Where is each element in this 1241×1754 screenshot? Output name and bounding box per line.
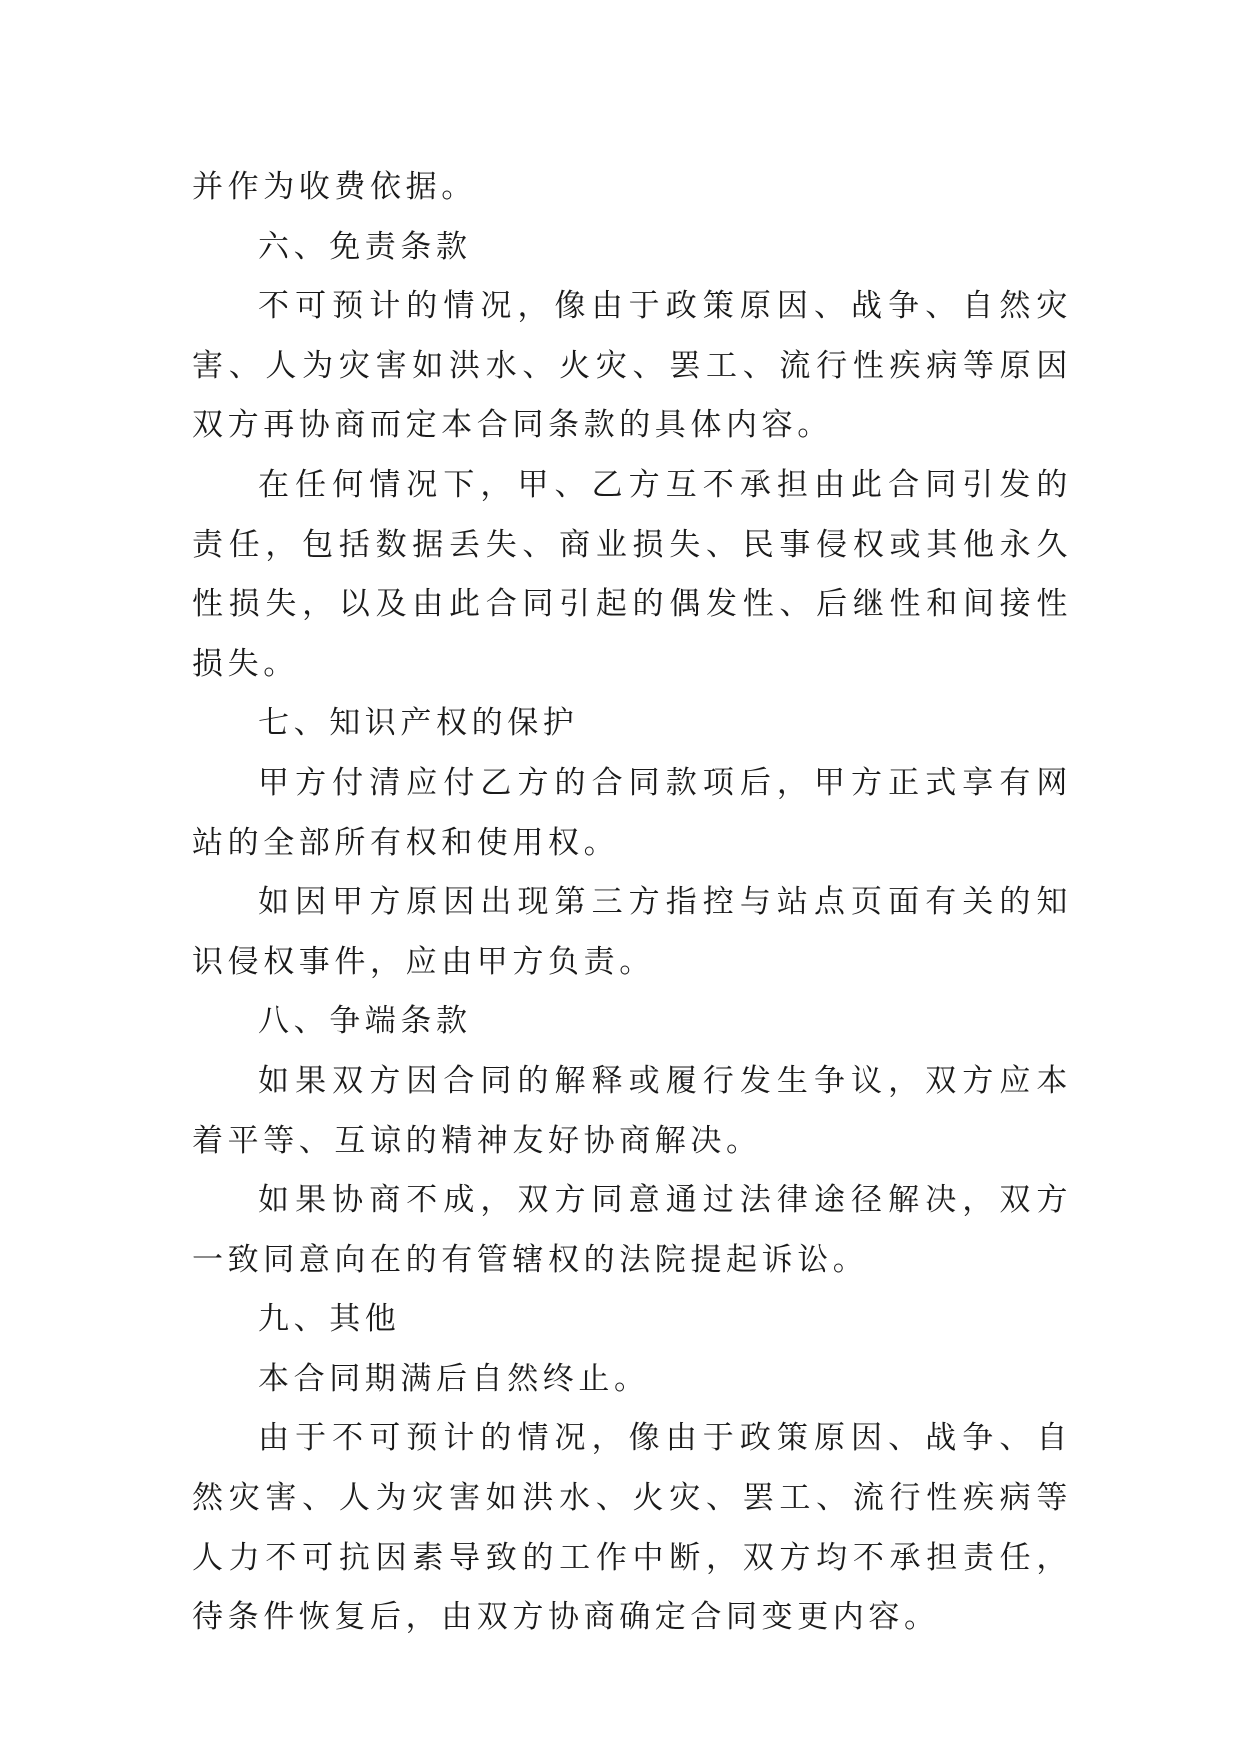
section-heading-ip: 七、知识产权的保护 <box>258 705 579 742</box>
paragraph-other-1: 本合同期满后自然终止。 <box>258 1360 650 1397</box>
paragraph-ip-1: 甲方付清应付乙方的合同款项后，甲方正式享有网站的全部所有权和使用权。 <box>192 764 1072 861</box>
section-heading-other: 九、其他 <box>258 1301 401 1338</box>
paragraph-exemption-1: 不可预计的情况，像由于政策原因、战争、自然灾害、人为灾害如洪水、火灾、罢工、流行性疾病等原因双方再协商而定本合同条款的具体内容。 <box>192 288 1072 444</box>
paragraph-dispute-1: 如果双方因合同的解释或履行发生争议，双方应本着平等、互谅的精神友好协商解决。 <box>192 1062 1072 1159</box>
paragraph-other-2: 由于不可预计的情况，像由于政策原因、战争、自然灾害、人为灾害如洪水、火灾、罢工、流行性疾病等人力不可抗因素导致的工作中断，双方均不承担责任，待条件恢复后，由双方协商确定合同变更内容。 <box>192 1420 1072 1636</box>
section-heading-exemption: 六、免责条款 <box>258 228 472 265</box>
document-body <box>192 158 1072 1648</box>
paragraph-continuation: 并作为收费依据。 <box>192 169 477 205</box>
paragraph-ip-2: 如因甲方原因出现第三方指控与站点页面有关的知识侵权事件，应由甲方负责。 <box>192 884 1072 980</box>
paragraph-dispute-2: 如果协商不成，双方同意通过法律途径解决，双方一致同意向在的有管辖权的法院提起诉讼。 <box>192 1182 1072 1278</box>
paragraph-exemption-2: 在任何情况下，甲、乙方互不承担由此合同引发的责任，包括数据丢失、商业损失、民事侵权或其他永久性损失，以及由此合同引起的偶发性、后继性和间接性损失。 <box>192 466 1072 682</box>
section-heading-dispute: 八、争端条款 <box>258 1003 472 1040</box>
